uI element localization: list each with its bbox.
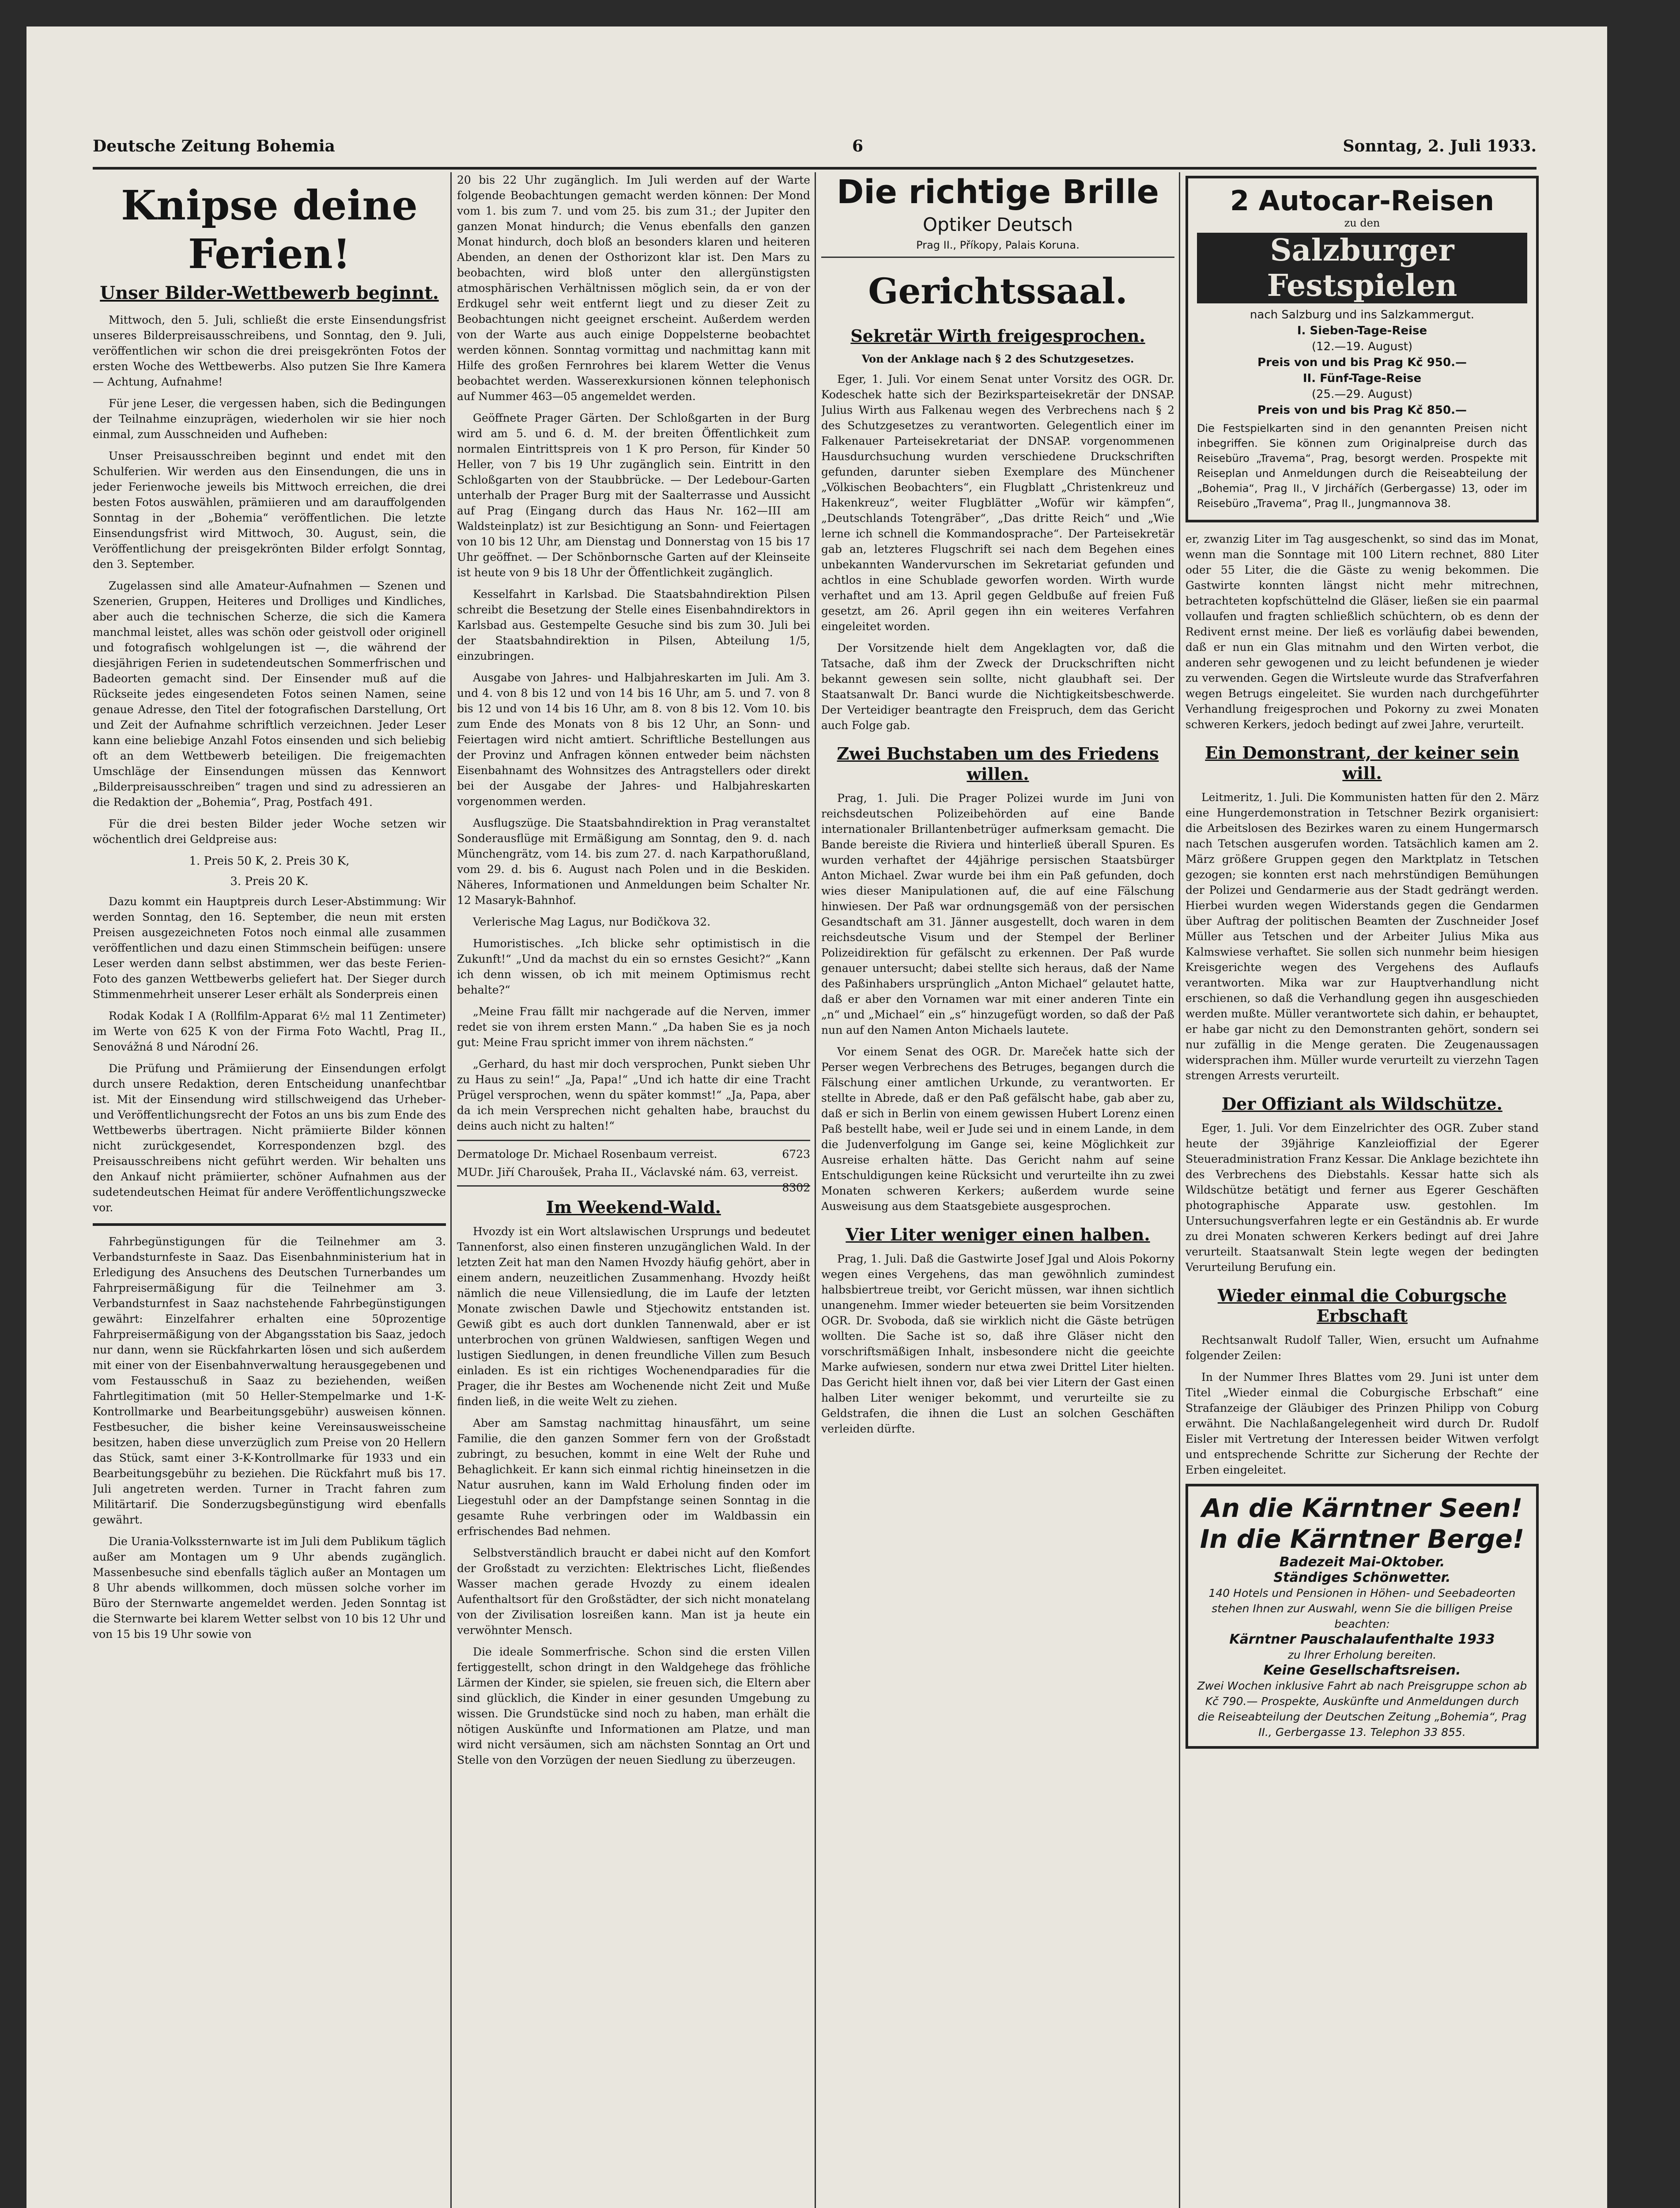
ad-line: zu den — [1344, 217, 1380, 229]
column-2 — [457, 172, 810, 2208]
headline-weekend-wald: Im Weekend-Wald. — [546, 1197, 721, 1217]
article-paragraph: Prag, 1. Juli. Daß die Gastwirte Josef Jgal und Alois Pokorny wegen eines Vergehens, das man gewöhnlich zumindest halbsbiertreue treibt, vor Gericht müssen, war ihnen sichtlich unangenehm. Immer wieder beteuerten sie beim Vorsitzenden OGR. Dr. Svoboda, daß sie wirklich nicht die Gäste betrügen wollten. Die Sache ist so, daß ihre Gläser nicht den vorschriftsmäßigen Inhalt, insbesondere nicht die geeichte Marke aufwiesen, sondern nur etwa zwei Drittel Liter hielten. Das Gericht hielt ihnen vor, daß bei vier Litern der Gast einen halben Liter weniger bekommt, und verurteilte sie zu Geldstrafen, die ihnen die Lust an solchen Geschäften verleiden dürfte. — [821, 1252, 1174, 1435]
header-rule — [93, 167, 1537, 170]
issue-date: Sonntag, 2. Juli 1933. — [1343, 137, 1537, 155]
ad-line: Keine Gesellschaftsreisen. — [1263, 1663, 1461, 1678]
article-paragraph: Rodak Kodak I A (Rollfilm-Apparat 6½ mal 11 Zentimeter) im Werte von 625 K von der Firma Foto Wachtl, Prag II., Senovážná 8 und Národní 26. — [93, 1009, 446, 1053]
article-paragraph: „Gerhard, du hast mir doch versprochen, Punkt sieben Uhr zu Haus zu sein!“ „Ja, Papa!“ „Und ich hatte dir eine Tracht Prügel versprochen, wenn du später kommst!“ „Ja, Papa, aber da ich mein Versprechen nicht gehalten habe, brauchst du deins auch nicht zu halten!“ — [457, 1058, 810, 1132]
column-rule — [815, 172, 816, 2208]
prize-line: 3. Preis 20 K. — [230, 875, 309, 888]
article-paragraph: Fahrbegünstigungen für die Teilnehmer am 3. Verbandsturnfeste in Saaz. Das Eisenbahnministerium hat in Erledigung des Ansuchens des Deutschen Turnerbandes um Fahrpreisermäßigung für die Teilnehmer am 3. Verbandsturnfest in Saaz nachstehende Fahrbegünstigungen gewährt: Einzelfahrer erhalten eine 50prozentige Fahrpreisermäßigung von der Abgangsstation bis Saaz, jedoch nur dann, wenn sie Rückfahrkarten lösen und sich außerdem mit einer von der Eisenbahnverwaltung herausgegebenen und vom Festausschuß in Saaz zu beziehenden, weißen Fahrtlegitimation (mit 50 Heller-Stempelmarke und 1-K-Kontrollmarke und Bearbeitungsgebühr) ausweisen können. Festbesucher, die bisher keine Vereinsausweisscheine besitzen, haben diese unverzüglich zum Preise von 20 Hellern das Stück, samt einer 3-K-Kontrollmarke für 1933 und ein Bearbeitungsgebühr zu beziehen. Die Rückfahrt muß bis 17. Juli angetreten werden. Turner in Tracht fahren zum Militärtarif. Die Sonderzugsbegünstigung wird ebenfalls gewährt. — [93, 1235, 446, 1526]
ad-line: II. Fünf-Tage-Reise — [1302, 372, 1422, 385]
article-paragraph: Vor einem Senat des OGR. Dr. Mareček hatte sich der Perser wegen Verbrechens des Betruges, begangen durch die Fälschung einer amtlichen Urkunde, zu verantworten. Er stellte in Abrede, daß er den Paß gefälscht habe, gab aber zu, daß er sich in Berlin von einem gewissen Hubert Lorenz einen Paß bestellt habe, weil er Jude sei und in einem Lande, in dem die Judenverfolgung im Gange sei, keine Möglichkeit zur Ausreise erhalten hätte. Das Gericht nahm auf seine Entschuldigungen keine Rücksicht und verurteilte ihn zu zwei Monaten schweren Kerkers; außerdem wurde seine Ausweisung aus dem Staatsgebiete ausgesprochen. — [821, 1045, 1174, 1213]
paper-name: Deutsche Zeitung Bohemia — [93, 137, 335, 155]
article-paragraph: Kesselfahrt in Karlsbad. Die Staatsbahndirektion Pilsen schreibt die Besetzung der Stelle eines Eisenbahndirektors in Karlsbad aus. Gestempelte Gesuche sind bis zum 30. Juli bei der Staatsbahndirektion in Pilsen, Abteilung 1/5, einzubringen. — [457, 588, 810, 662]
ad-line: Preis von und bis Prag Kč 950.— — [1257, 356, 1467, 369]
section-title-gerichtssaal: Gerichtssaal. — [868, 270, 1128, 312]
article-paragraph: Prag, 1. Juli. Die Prager Polizei wurde im Juni von reichsdeutschen Polizeibehörden auf eine Bande internationaler Brillantenbetrüger aufmerksam gemacht. Die Bande bereiste die Riviera und hinterließ überall Spuren. Es wurden verhaftet der 44jährige persischen Staatsbürger Anton Michael. Zwar wurde bei ihm ein Paß gefunden, doch wies dieser Manipulationen auf, die auf eine Fälschung hinwiesen. Der Paß war ordnungsgemäß von der persischen Gesandtschaft am 31. Jänner ausgestellt, doch waren in dem reichsdeutsche Visum und der Stempel der Berliner Polizeidirektion für gefälscht zu erkennen. Der Paß wurde genauer untersucht; dabei stellte sich heraus, daß der Name des Paßinhabers ursprünglich „Anton Michael“ gelautet hatte, daß er aber den Vornamen war mit einer anderen Tinte ein „n“ und „Michael“ ein „s“ hinzugefügt worden, so daß der Paß nun auf den Namen Anton Michaels lautete. — [821, 792, 1174, 1036]
article-paragraph: Hvozdy ist ein Wort altslawischen Ursprungs und bedeutet Tannenforst, also einen finsteren unzugänglichen Wald. In der letzten Zeit hat man den Namen Hvozdy häufig gehört, aber in einem andern, neuzeitlichen Zusammenhang. Hvozdy heißt nämlich die neue Villensiedlung, die im Laufe der letzten Monate zwischen Dawle und Stjechowitz entstanden ist. Gewiß gibt es auch dort dunklen Tannenwald, aber er ist unterbrochen von grünen Waldwiesen, sanftigen Wegen und lustigen Siedlungen, in denen freundliche Villen zum Besuch einladen. Es ist ein richtiges Wochenendparadies für die Prager, die ihr Bestes am Wochenende nicht Zeit und Muße finden ließ, in die weite Welt zu ziehen. — [457, 1225, 810, 1408]
prize-line: 1. Preis 50 K, 2. Preis 30 K, — [189, 854, 350, 868]
headline-zwei-buchstaben: Zwei Buchstaben um des Friedens willen. — [837, 744, 1159, 784]
headline-knipse: Knipse deine Ferien! — [121, 181, 418, 278]
headline-demonstrant: Ein Demonstrant, der keiner sein will. — [1205, 743, 1519, 783]
ad-line: (25.—29. August) — [1311, 388, 1413, 401]
column-4 — [1185, 172, 1539, 2208]
article-paragraph: Aber am Samstag nachmittag hinausfährt, um seine Familie, die den ganzen Sommer fern von der Großstadt zubringt, zu besuchen, kommt in eine Welt der Ruhe und Behaglichkeit. Er kann sich einmal richtig hineinsetzen in die Natur ausruhen, kann im Wald Erholung finden oder im Liegestuhl oder an der Dampfstange seinen Sonntag in die gesamte Ruhe verbringen oder im Waldbassin ein erfrischendes Bad nehmen. — [457, 1417, 810, 1538]
divider — [457, 1140, 810, 1141]
article-paragraph: Geöffnete Prager Gärten. Der Schloßgarten in der Burg wird am 5. und 6. d. M. der breiten Öffentlichkeit zum normalen Eintrittspreis von 1 K pro Person, für Kinder 50 Heller, von 7 bis 19 Uhr zugänglich sein. Eintritt in den Schloßgarten von der Staubbrücke. — Der Ledebour-Garten unterhalb der Prager Burg mit der Saalterrasse und Aussicht auf Prag (Eingang durch das Haus Nr. 162—III am Waldsteinplatz) ist zur Besichtigung an Sonn- und Feiertagen von 10 bis 12 Uhr, am Dienstag und Donnerstag von 15 bis 17 Uhr geöffnet. — Der Schönbornsche Garten auf der Kleinseite ist heute von 9 bis 18 Uhr der Öffentlichkeit zugänglich. — [457, 412, 810, 579]
ad-title: Die richtige Brille — [837, 173, 1159, 211]
ad-line: I. Sieben-Tage-Reise — [1297, 324, 1427, 337]
ad-title: In die Kärntner Berge! — [1200, 1524, 1525, 1554]
article-paragraph: Dazu kommt ein Hauptpreis durch Leser-Abstimmung: Wir werden Sonntag, den 16. September, die neun mit ersten Preisen ausgezeichneten Fotos noch einmal alle zusammen veröffentlichen und dazu einen Stimmschein beifügen: unsere Leser werden dann selbst abstimmen, wer das beste Ferien-Foto des ganzen Wettbewerbs geliefert hat. Der Sieger durch Stimmenmehrheit unserer Leser erhält als Sonderpreis einen — [93, 895, 446, 1001]
article-paragraph: Unser Preisausschreiben beginnt und endet mit den Schulferien. Wir werden aus den Einsendungen, die uns in jeder Ferienwoche jeweils bis Mittwoch erreichen, die drei besten Fotos auswählen, prämiieren und am darauffolgenden Sonntag in der „Bohemia“ veröffentlichen. Die letzte Einsendungsfrist wird Mittwoch, 30. August, sein, die Veröffentlichung der preisgekrönten Bilder erfolgt Sonntag, den 3. September. — [93, 450, 446, 571]
column-1 — [93, 172, 446, 2208]
article-paragraph: Die Urania-Volkssternwarte ist im Juli dem Publikum täglich außer am Montagen um 9 Uhr abends zugänglich. Massenbesuche sind ebenfalls täglich außer an Montagen um 8 Uhr abends willkommen, doch müssen solche vorher im Büro der Sternwarte angemeldet werden. Jeden Sonntag ist die Sternwarte bei klarem Wetter selbst von 10 bis 12 Uhr und von 15 bis 19 Uhr sowie von — [93, 1535, 446, 1641]
article-paragraph: In der Nummer Ihres Blattes vom 29. Juni ist unter dem Titel „Wieder einmal die Coburgische Erbschaft“ eine Strafanzeige der Gläubiger des Prinzen Philipp von Coburg erwähnt. Die Nachlaßangelegenheit wird durch Dr. Rudolf Eisler mit Vertretung der Interessen beider Witwen verfolgt und entsprechende Schritte zur Sicherung der Rechte der Erben eingeleitet. — [1185, 1371, 1539, 1476]
article-paragraph: Ausflugszüge. Die Staatsbahndirektion in Prag veranstaltet Sonderausflüge mit Ermäßigung am Sonntag, den 9. d. nach Münchengrätz, vom 14. bis zum 27. d. nach Karpathorußland, vom 29. d. bis 6. August nach Polen und in die Beskiden. Näheres, Informationen und Anmeldungen beim Schalter Nr. 12 Masaryk-Bahnhof. — [457, 817, 810, 907]
headline-byline: Von der Anklage nach § 2 des Schutzgesetzes. — [861, 352, 1134, 365]
article-paragraph: Zugelassen sind alle Amateur-Aufnahmen — Szenen und Szenerien, Gruppen, Heiteres und Drolliges und Kindliches, aber auch die technischen Scherze, die sich die Kamera manchmal leistet, alles was schön oder geistvoll oder originell und fotografisch wohlgelungen ist —, die während der diesjährigen Ferien in sudetendeutschen Sommerfrischen und Badeorten gemacht sind. Der Einsender muß auf die Rückseite jedes eingesendeten Fotos seinen Namen, seine genaue Adresse, den Titel der fotografischen Darstellung, Ort und Zeit der Aufnahme schriftlich verzeichnen. Jeder Leser kann eine beliebige Anzahl Fotos einsenden und sich beliebig oft an dem Wettbewerb beteiligen. Die freigemachten Umschläge der Einsendungen müssen das Kennwort „Bilderpreisausschreiben“ tragen und sind zu adressieren an die Redaktion der „Bohemia“, Prag, Postfach 491. — [93, 579, 446, 809]
ad-line: zu Ihrer Erholung bereiten. — [1287, 1648, 1437, 1661]
page-number: 6 — [852, 137, 864, 155]
ad-banner: Salzburger Festspielen — [1197, 233, 1527, 303]
headline-offiziant: Der Offiziant als Wildschütze. — [1222, 1094, 1503, 1114]
article-paragraph: Leitmeritz, 1. Juli. Die Kommunisten hatten für den 2. März eine Hungerdemonstration in Tetschner Bezirk organisiert: die Arbeitslosen des Bezirkes waren zu einem Hungermarsch nach Tetschen ausgerufen worden. Tatsächlich kamen am 2. März größere Gruppen gegen den Marktplatz in Tetschen gezogen; sie konnten erst nach mehrstündigen Bemühungen der Polizei und Gendarmerie aus der Stadt gedrängt werden. Hierbei wurden wegen Widerstands gegen die Gendarmen über Auftrag der politischen Beamten der Zuschneider Josef Müller aus Tetschen und der Arbeiter Julius Mika aus Kalmswiese verhaftet. Sie sollen sich nunmehr beim hiesigen Kreisgerichte wegen des Vergehens des Auflaufs verantworten. Mika war zur Hauptverhandlung nicht erschienen, so daß die Verhandlung gegen ihn ausgeschieden werden mußte. Müller verantwortete sich dahin, er behauptet, er habe gar nicht zu den Demonstranten gehört, sondern sei nur zufällig in die Menge geraten. Die Zeugenaussagen widersprachen ihm. Müller wurde verurteilt zu vierzehn Tagen strengen Arrests verurteilt. — [1185, 791, 1539, 1082]
ad-line: Zwei Wochen inklusive Fahrt ab nach Preisgruppe schon ab Kč 790.— Prospekte, Auskünfte und Anmeldungen durch die Reiseabteilung der Deutschen Zeitung „Bohemia“, Prag II., Gerbergasse 13. Telephon 33 855. — [1197, 1679, 1527, 1739]
column-rule — [450, 172, 452, 2208]
ad-line: Ständiges Schönwetter. — [1273, 1570, 1451, 1585]
ad-line: Optiker Deutsch — [923, 214, 1073, 235]
notice-number: 6723 — [782, 1148, 810, 1161]
notice-number: 8302 — [782, 1181, 810, 1194]
ad-line: Kärntner Pauschalaufenthalte 1933 — [1229, 1632, 1495, 1647]
article-paragraph: Eger, 1. Juli. Vor dem Einzelrichter des OGR. Zuber stand heute der 39jährige Kanzleioffizial der Egerer Steueradministration Franz Kessar. Die Anklage bezichtete ihn des Verbrechens des Diebstahls. Kessar hatte sich als Wildschütze betätigt und ferner aus Egerer Geschäften photographische Apparate usw. gestohlen. Im Untersuchungsverfahren legte er ein Geständnis ab. Er wurde zu drei Monaten schweren Kerkers bedingt auf drei Jahre verurteilt. Staatsanwalt Stein legte wegen der bedingten Verurteilung Berufung ein. — [1185, 1122, 1539, 1274]
ad-title: An die Kärntner Seen! — [1201, 1493, 1523, 1523]
headline-sekretaer: Sekretär Wirth freigesprochen. — [850, 326, 1145, 346]
ad-line: Prag II., Příkopy, Palais Koruna. — [916, 239, 1080, 251]
ad-line: nach Salzburg und ins Salzkammergut. — [1250, 308, 1475, 321]
column-rule — [1179, 172, 1180, 2208]
article-paragraph: er, zwanzig Liter im Tag ausgeschenkt, so sind das im Monat, wenn man die Sonntage mit 100 Litern rechnet, 880 Liter oder 55 Liter, die die Gäste zu wenig bekommen. Die Gastwirte konnten längst nicht mehr mitrechnen, betrachteten kopfschüttelnd die Gläser, ließen sie ein paarmal vollaufen und fragten schließlich schüchtern, ob es denn der Redivent ernst meine. Der ließ es vorläufig dabei bewenden, daß er nun ein Glas mitnahm und den Wirten verbot, die anderen sehr gewogenen und zu leicht befundenen je wieder zu verwenden. Gegen die Wirtsleute wurde das Strafverfahren wegen Betrugs eingeleitet. Sie wurden nach durchgeführter Verhandlung freigesprochen und Pokorny zu zwei Monaten schweren Kerkers, jedoch bedingt auf zwei Jahre, verurteilt. — [1185, 533, 1539, 731]
ad-line: (12.—19. August) — [1311, 340, 1413, 353]
notice-text: MUDr. Jiří Charoušek, Praha II., Václavské nám. 63, verreist. — [457, 1166, 798, 1179]
article-paragraph: „Meine Frau fällt mir nachgerade auf die Nerven, immer redet sie von ihrem ersten Mann.“ „Da haben Sie es ja noch gut: Meine Frau spricht immer von ihrem nächsten.“ — [457, 1005, 810, 1049]
advertisement-optiker — [821, 172, 1174, 251]
notice — [457, 1146, 810, 1162]
article-paragraph: Verlerische Mag Lagus, nur Bodičkova 32. — [473, 915, 711, 928]
column-3 — [821, 172, 1174, 2208]
newspaper-page — [26, 26, 1607, 2208]
ad-line: 140 Hotels und Pensionen in Höhen- und Seebadeorten stehen Ihnen zur Auswahl, wenn Sie die billigen Preise beachten: — [1208, 1587, 1516, 1630]
ad-body: Die Festspielkarten sind in den genannten Preisen nicht inbegriffen. Sie können zum Originalpreise durch das Reisebüro „Travema“, Prag, besorgt werden. Prospekte mit Reiseplan und Anmeldungen durch die Reiseabteilung der „Bohemia“, Prag II., V Jirchářích (Gerbergasse) 13, oder im Reisebüro „Travema“, Prag II., Jungmannova 38. — [1197, 422, 1527, 510]
ad-line: Preis von und bis Prag Kč 850.— — [1257, 404, 1467, 417]
article-paragraph: Für die drei besten Bilder jeder Woche setzen wir wöchentlich drei Geldpreise aus: — [93, 817, 446, 846]
article-paragraph: Mittwoch, den 5. Juli, schließt die erste Einsendungsfrist unseres Bilderpreisausschreibens, und Sonntag, den 9. Juli, veröffentlichen wir schon die drei preisgekrönten Fotos der ersten Woche des Wettbewerbs. Also putzen Sie Ihre Kamera — Achtung, Aufnahme! — [93, 314, 446, 388]
headline-vier-liter: Vier Liter weniger einen halben. — [846, 1225, 1150, 1244]
article-paragraph: Ausgabe von Jahres- und Halbjahreskarten im Juli. Am 3. und 4. von 8 bis 12 und von 14 bis 16 Uhr, am 5. und 7. von 8 bis 12 und von 14 bis 16 Uhr, am 8. von 8 bis 12. Vom 10. bis zum Ende des Monats von 8 bis 12 Uhr, an Sonn- und Feiertagen wird nicht amtiert. Schriftliche Bestellungen aus der Provinz und Anfragen können entweder beim nächsten Eisenbahnamt des Wohnsitzes des Antragstellers oder direkt bei der Ausgabe der Jahres- und Halbjahreskarten vorgenommen werden. — [457, 671, 810, 808]
article-paragraph: Die Prüfung und Prämiierung der Einsendungen erfolgt durch unsere Redaktion, deren Entscheidung unanfechtbar ist. Mit der Einsendung wird stillschweigend das Urheber- und Veröffentlichungsrecht der Fotos an uns bis zum Ende des Wettbewerbs übertragen. Nicht prämiierte Bilder können nicht zurückgesendet, Korrespondenzen bzgl. des Preisausschreibens nicht geführt werden. Wir behalten uns den Ankauf nicht prämiierter, schöner Aufnahmen aus der sudetendeutschen Heimat für andere Veröffentlichungszwecke vor. — [93, 1062, 446, 1214]
divider — [457, 1185, 810, 1187]
headline-coburg: Wieder einmal die Coburgsche Erbschaft — [1217, 1285, 1507, 1326]
article-paragraph: Rechtsanwalt Rudolf Taller, Wien, ersucht um Aufnahme folgender Zeilen: — [1185, 1334, 1539, 1362]
article-paragraph: Selbstverständlich braucht er dabei nicht auf den Komfort der Großstadt zu verzichten: Elektrisches Licht, fließendes Wasser machen gerade Hvozdy zu einem idealen Aufenthaltsort für den Großstädter, der sich nicht monatelang von der Zivilisation losreißen kann. Man ist ja heute ein verwöhnter Mensch. — [457, 1546, 810, 1637]
ad-title: 2 Autocar-Reisen — [1230, 185, 1495, 217]
ad-line: Badezeit Mai-Oktober. — [1279, 1554, 1445, 1570]
notice — [457, 1164, 810, 1194]
advertisement-autocar — [1185, 176, 1539, 522]
divider — [821, 257, 1174, 258]
notice-text: Dermatologe Dr. Michael Rosenbaum verreist. — [457, 1148, 717, 1161]
article-paragraph: Für jene Leser, die vergessen haben, sich die Bedingungen der Teilnahme einzuprägen, wiederholen wir sie hier noch einmal, zum Ausschneiden und Aufheben: — [93, 397, 446, 441]
article-paragraph: Die ideale Sommerfrische. Schon sind die ersten Villen fertiggestellt, schon dringt in den Waldgehege das fröhliche Lärmen der Kinder, sie spielen, sie freuen sich, die Eltern aber sind glücklich, die Kinder in einer gesunden Umgebung zu wissen. Die Grundstücke sind noch zu haben, man erhält die nötigen Auskünfte und Informationen am Platze, und man wird nicht versäumen, sich am nächsten Sonntag an Ort und Stelle von den Vorzügen der neuen Siedlung zu überzeugen. — [457, 1645, 810, 1766]
article-paragraph: Humoristisches. „Ich blicke sehr optimistisch in die Zukunft!“ „Und da machst du ein so ernstes Gesicht?“ „Kann ich denn wissen, ob ich mit meinem Optimismus recht behalte?“ — [457, 937, 810, 996]
article-paragraph: 20 bis 22 Uhr zugänglich. Im Juli werden auf der Warte folgende Beobachtungen gemacht werden können: Der Mond vom 1. bis zum 7. und vom 25. bis zum 31.; der Jupiter den ganzen Monat hindurch; die Venus ebenfalls den ganzen Monat hindurch, doch bloß an besonders klaren und heiteren Abenden, an denen der Osthorizont klar ist. Den Mars zu beobachten, wird bloß unter den allergünstigsten atmosphärischen Verhältnissen möglich sein, da er von der Erdkugel sehr weit entfernt liegt und zu dieser Zeit zu Beobachtungen nicht geeignet erscheint. Außerdem werden von der Warte aus auch einige Doppelsterne beobachtet werden können. Sonntag vormittag und nachmittag kann mit Hilfe des großen Fernrohres bei klarem Wetter die Venus beobachtet werden. Wasserexkursionen können telephonisch auf Nummer 463—05 angemeldet werden. — [457, 174, 810, 403]
advertisement-kaernten — [1185, 1484, 1539, 1749]
section-divider — [93, 1223, 446, 1226]
article-paragraph: Der Vorsitzende hielt dem Angeklagten vor, daß die Tatsache, daß ihm der Zweck der Druckschriften nicht bekannt gewesen sein sollte, nicht glaubhaft sei. Der Staatsanwalt Dr. Banci wurde die Nichtigkeitsbeschwerde. Der Verteidiger beantragte den Freispruch, dem das Gericht auch Folge gab. — [821, 642, 1174, 732]
page-header — [93, 137, 1537, 163]
article-paragraph: Eger, 1. Juli. Vor einem Senat unter Vorsitz des OGR. Dr. Kodeschek hatte sich der Bezirksparteisekretär der DNSAP. Julius Wirth aus Falkenau wegen des Verbrechens nach § 2 des Schutzgesetzes zu verantworten. Gelegentlich einer im Falkenauer Parteisekretariat der DNSAP. vorgenommenen Hausdurchsuchung wurden verschiedene Druckschriften gefunden, darunter sieben Exemplare des Münchener „Völkischen Beobachters“, ein Flugblatt „Christenkreuz und Hakenkreuz“, weiter Flugblätter „Wofür wir kämpfen“, „Deutschlands Totengräber“, „Das dritte Reich“ und „Wie lerne ich schnell die Kommandosprache“. Der Parteisekretär gab an, letzteres Flugschrift sei nach dem Begehen eines unbekannten Wandervurschen im Sekretariat gefunden und achtlos in eine Schublade geworfen worden. Wirth wurde verhaftet und am 13. April gegen Geldbuße auf freien Fuß gesetzt, am 26. April gegen ihn ein weiteres Verfahren eingeleitet worden. — [821, 373, 1174, 633]
subhead-wettbewerb: Unser Bilder-Wettbewerb beginnt. — [100, 283, 439, 303]
